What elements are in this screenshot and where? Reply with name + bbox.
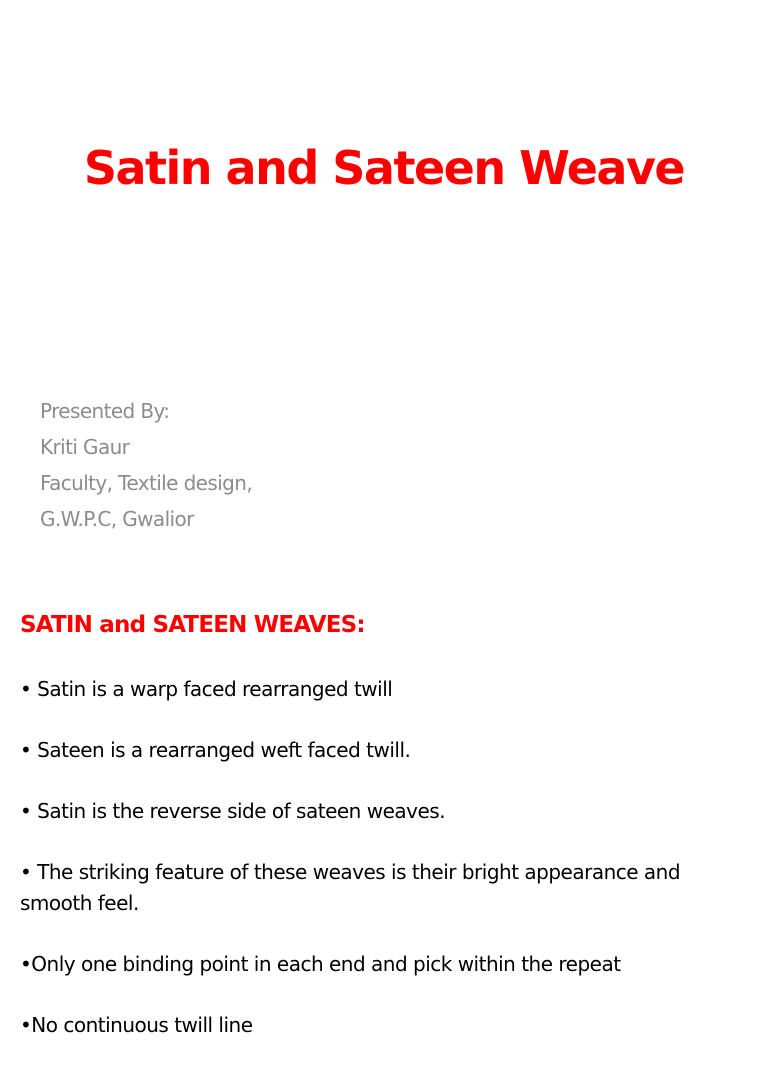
presenter-institution: G.W.P.C, Gwalior <box>40 507 194 531</box>
bullet-item: • Sateen is a rearranged weft faced twill. <box>20 738 411 762</box>
slide-title: Satin and Sateen Weave <box>83 141 685 195</box>
bullet-item: •Only one binding point in each end and pick within the repeat <box>20 952 621 976</box>
bullet-item: • The striking feature of these weaves is their bright appearance and smooth feel. <box>20 860 681 915</box>
presenter-name: Kriti Gaur <box>40 435 130 459</box>
bullet-item: • Satin is the reverse side of sateen weaves. <box>20 799 446 823</box>
presenter-info <box>40 396 252 540</box>
section-heading: SATIN and SATEEN WEAVES: <box>20 612 365 638</box>
presenter-role: Faculty, Textile design, <box>40 471 253 495</box>
bullet-item: •No continuous twill line <box>20 1013 253 1037</box>
bullet-list <box>20 674 750 1071</box>
bullet-item: • Satin is a warp faced rearranged twill <box>20 677 393 701</box>
presenter-label: Presented By: <box>40 399 170 423</box>
